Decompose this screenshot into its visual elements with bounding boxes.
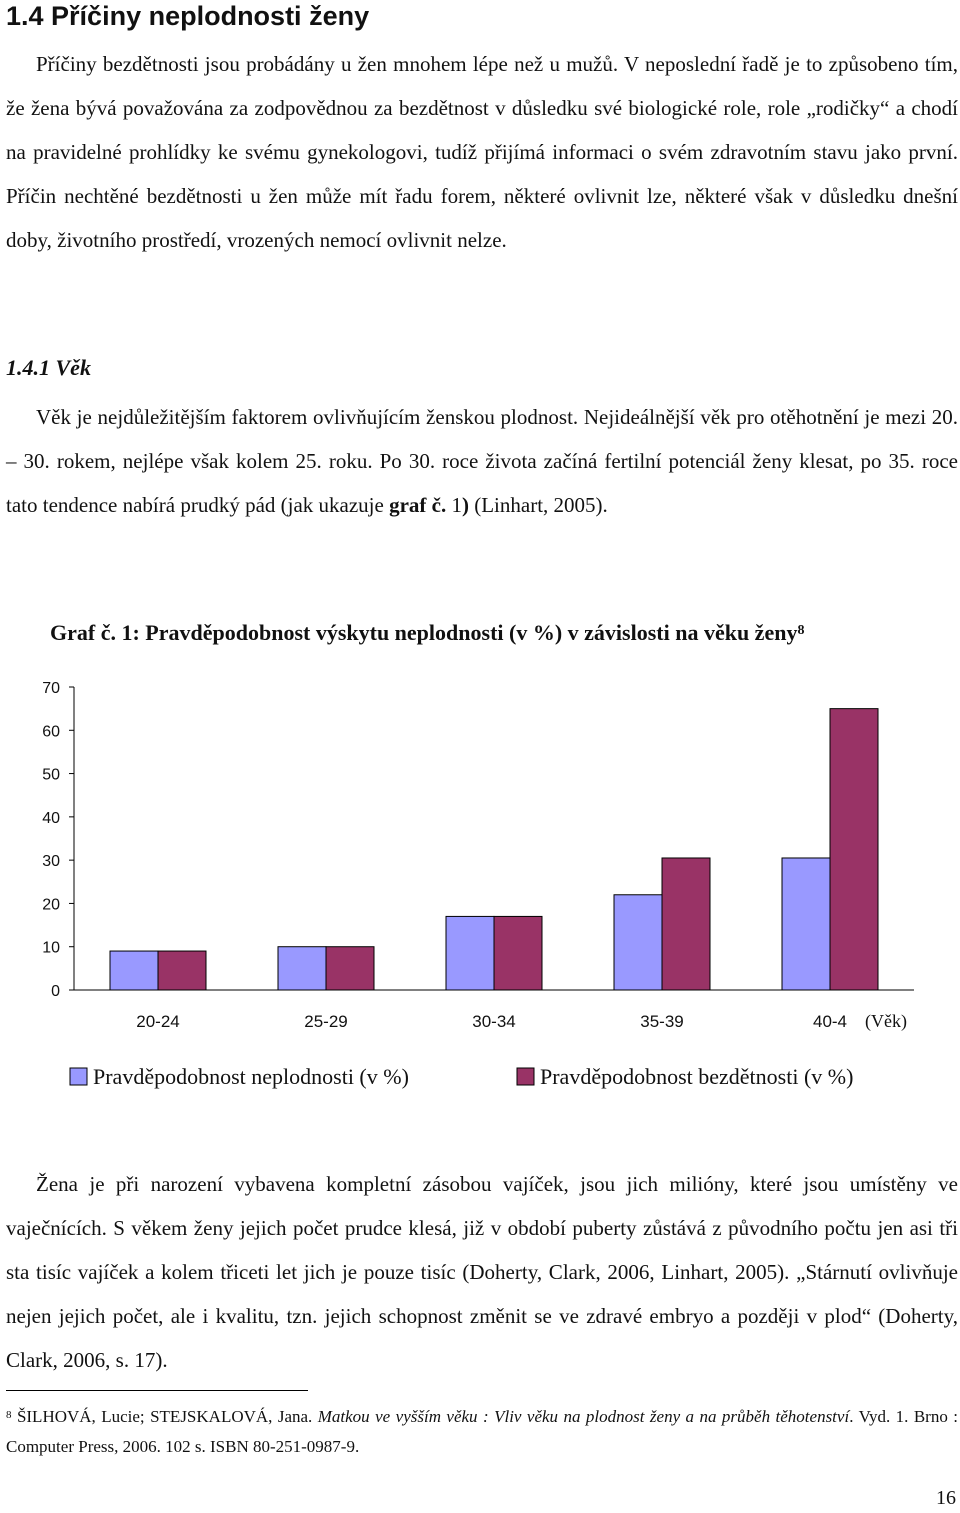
footnote-title: Matkou ve vyšším věku : Vliv věku na plodnost ženy a na průběh těhotenství (317, 1407, 850, 1426)
y-tick-label: 70 (42, 680, 60, 697)
x-tick-label: 30-34 (472, 1012, 516, 1031)
y-tick-label: 60 (42, 723, 60, 741)
section-heading: 1.4 Příčiny neplodnosti ženy (6, 1, 370, 31)
paragraph-eggs: Žena je při narození vybavena kompletní zásobou vajíček, jsou jich milióny, které jsou umístěny ve vaječnících. S věkem ženy jejich počet prudce klesá, již v období puberty zůstává z původního počtu jen asi tři sta tisíc vajíček a kolem třiceti let jich je pouze tisíc (Doherty, Clark, 2006, Linhart, 2005). „Stárnutí ovlivňuje nejen jejich počet, ale i kvalitu, tzn. jejich schopnost změnit se ve zdravé embryo a později v plod“ (Doherty, Clark, 2006, s. 17). (6, 1172, 958, 1372)
x-tick-label: 40-4 (812, 1012, 848, 1031)
bar (782, 858, 830, 990)
y-tick-label: 10 (42, 939, 60, 957)
bar (614, 895, 662, 990)
chart-caption (50, 618, 804, 648)
x-axis-label: (Věk) (865, 1011, 907, 1031)
bar-chart (0, 668, 960, 1108)
paragraph-causes: Příčiny bezdětnosti jsou probádány u žen mnohem lépe než u mužů. V neposlední řadě je to způsobeno tím, že žena bývá považována za zodpovědnou za bezdětnost v důsledku své biologické role, role „rodičky“ a chodí na pravidelné prohlídky ke svému gynekologovi, tudíž přijímá informaci o svém zdravotním stavu jako první. Příčin nechtěné bezdětnosti u žen může mít řadu forem, některé ovlivnit lze, některé však v důsledku dnešní doby, životního prostředí, vrozených nemocí ovlivnit nelze. (6, 52, 958, 252)
bar (158, 951, 206, 990)
y-tick-label: 50 (42, 766, 60, 784)
footnote-separator (6, 1390, 308, 1391)
chart-caption-text: Graf č. 1: Pravděpodobnost výskytu neplodnosti (v %) v závislosti na věku ženy (50, 620, 798, 645)
paragraph-age-citation: (Linhart, 2005). (468, 493, 608, 517)
y-tick-label: 40 (42, 809, 60, 827)
legend-swatch (70, 1068, 87, 1085)
bar (662, 858, 710, 990)
x-tick-label: 35-39 (640, 1012, 684, 1031)
bar (446, 916, 494, 990)
legend-label: Pravděpodobnost neplodnosti (v %) (93, 1064, 409, 1089)
footnote (6, 1402, 958, 1462)
chart-caption-footnote-mark: 8 (797, 623, 805, 638)
footnote-mark: 8 (6, 1409, 12, 1421)
page-number: 16 (936, 1487, 956, 1509)
paragraph-age (6, 395, 958, 527)
bar (110, 951, 158, 990)
legend-label: Pravděpodobnost bezdětnosti (v %) (540, 1064, 854, 1089)
paragraph-age-text: Věk je nejdůležitějším faktorem ovlivňujícím ženskou plodnost. Nejideálnější věk pro otěhotnění je mezi 20. – 30. rokem, nejlépe však kolem 25. roku. Po 30. roce života začíná fertilní potenciál ženy klesat, po 35. roce tato tendence nabírá prudký pád (jak ukazuje (6, 405, 958, 517)
x-tick-label: 25-29 (304, 1012, 348, 1031)
bar (494, 916, 542, 990)
graph-reference-number: 1 (446, 493, 462, 517)
footnote-publication: . Vyd. 1. Brno : Computer Press, 2006. 102 s. ISBN 80-251-0987-9. (6, 1407, 958, 1456)
x-tick-label: 20-24 (136, 1012, 180, 1031)
legend-swatch (517, 1068, 534, 1085)
subsection-heading: 1.4.1 Věk (6, 355, 91, 380)
bar (278, 947, 326, 990)
bar (326, 947, 374, 990)
graph-reference-bold: graf č. (389, 493, 447, 517)
footnote-authors: ŠILHOVÁ, Lucie; STEJSKALOVÁ, Jana. (11, 1407, 318, 1426)
y-tick-label: 30 (42, 853, 60, 871)
graph-reference-paren: ) (461, 493, 469, 517)
bar (830, 709, 878, 990)
y-tick-label: 0 (51, 983, 60, 1000)
y-tick-label: 20 (42, 896, 60, 914)
